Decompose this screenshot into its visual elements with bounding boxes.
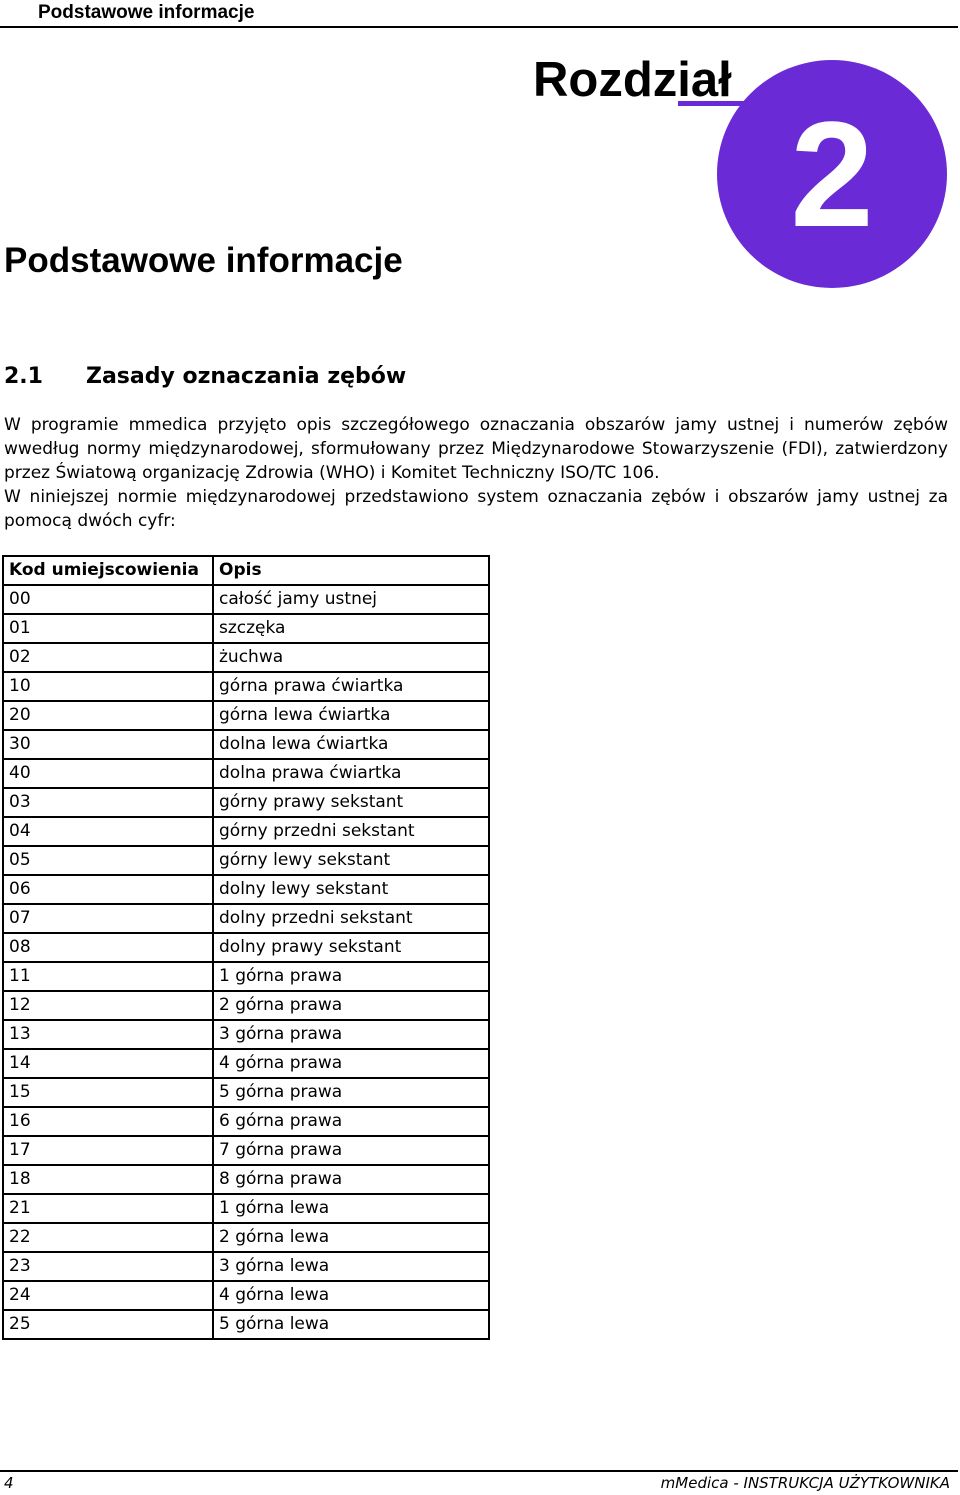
location-code-cell: 18	[3, 1165, 213, 1194]
description-cell: dolna prawa ćwiartka	[213, 759, 489, 788]
description-cell: dolny lewy sekstant	[213, 875, 489, 904]
table-row	[3, 1049, 489, 1078]
description-cell: górny prawy sekstant	[213, 788, 489, 817]
description-cell: 5 górna lewa	[213, 1310, 489, 1339]
description-cell: 2 górna prawa	[213, 991, 489, 1020]
location-code-cell: 14	[3, 1049, 213, 1078]
location-code-cell: 40	[3, 759, 213, 788]
table-row	[3, 933, 489, 962]
location-code-cell: 05	[3, 846, 213, 875]
table-row	[3, 1252, 489, 1281]
location-codes-table	[2, 555, 490, 1340]
description-cell: 4 górna lewa	[213, 1281, 489, 1310]
description-cell: żuchwa	[213, 643, 489, 672]
description-cell: 3 górna prawa	[213, 1020, 489, 1049]
table-row	[3, 846, 489, 875]
table-row	[3, 991, 489, 1020]
description-cell: 5 górna prawa	[213, 1078, 489, 1107]
location-code-cell: 12	[3, 991, 213, 1020]
description-cell: górny lewy sekstant	[213, 846, 489, 875]
description-cell: 3 górna lewa	[213, 1252, 489, 1281]
description-cell: 1 górna lewa	[213, 1194, 489, 1223]
table-row	[3, 1107, 489, 1136]
footer-rule	[0, 1470, 958, 1472]
location-code-cell: 16	[3, 1107, 213, 1136]
location-code-cell: 22	[3, 1223, 213, 1252]
location-code-cell: 15	[3, 1078, 213, 1107]
description-cell: górna lewa ćwiartka	[213, 701, 489, 730]
description-cell: szczęka	[213, 614, 489, 643]
table-row	[3, 643, 489, 672]
column-header-description: Opis	[213, 556, 489, 585]
table-row	[3, 788, 489, 817]
section-title: Zasady oznaczania zębów	[86, 364, 407, 389]
description-cell: 7 górna prawa	[213, 1136, 489, 1165]
description-cell: górna prawa ćwiartka	[213, 672, 489, 701]
running-header: Podstawowe informacje	[38, 2, 255, 23]
table-row	[3, 730, 489, 759]
description-cell: dolna lewa ćwiartka	[213, 730, 489, 759]
chapter-label: Rozdział	[533, 53, 732, 107]
table-row	[3, 1310, 489, 1339]
location-code-cell: 10	[3, 672, 213, 701]
description-cell: 6 górna prawa	[213, 1107, 489, 1136]
location-code-cell: 04	[3, 817, 213, 846]
description-cell: 4 górna prawa	[213, 1049, 489, 1078]
location-code-cell: 21	[3, 1194, 213, 1223]
description-cell: 1 górna prawa	[213, 962, 489, 991]
table-row	[3, 962, 489, 991]
description-cell: 2 górna lewa	[213, 1223, 489, 1252]
description-cell: całość jamy ustnej	[213, 585, 489, 614]
column-header-code: Kod umiejscowienia	[3, 556, 213, 585]
location-code-cell: 03	[3, 788, 213, 817]
location-code-cell: 20	[3, 701, 213, 730]
description-cell: 8 górna prawa	[213, 1165, 489, 1194]
table-row	[3, 1194, 489, 1223]
location-code-cell: 13	[3, 1020, 213, 1049]
chapter-title: Podstawowe informacje	[4, 241, 403, 280]
table-row	[3, 672, 489, 701]
section-number: 2.1	[4, 364, 43, 389]
description-cell: dolny prawy sekstant	[213, 933, 489, 962]
table-row	[3, 759, 489, 788]
table-body	[3, 585, 489, 1339]
table-row	[3, 1020, 489, 1049]
system-paragraph: W niniejszej normie międzynarodowej przedstawiono system oznaczania zębów i obszarów jamy ustnej za pomocą dwóch cyfr:	[4, 487, 948, 531]
page-number: 4	[4, 1474, 14, 1492]
location-code-cell: 30	[3, 730, 213, 759]
location-code-cell: 01	[3, 614, 213, 643]
table-row	[3, 817, 489, 846]
table-header-row	[3, 556, 489, 585]
table-row	[3, 1136, 489, 1165]
header-rule	[0, 26, 958, 28]
location-code-cell: 00	[3, 585, 213, 614]
table-row	[3, 1078, 489, 1107]
location-code-cell: 25	[3, 1310, 213, 1339]
location-code-cell: 11	[3, 962, 213, 991]
table-row	[3, 875, 489, 904]
location-code-cell: 17	[3, 1136, 213, 1165]
table-row	[3, 585, 489, 614]
description-cell: dolny przedni sekstant	[213, 904, 489, 933]
section-heading	[4, 364, 406, 389]
table-row	[3, 1281, 489, 1310]
table-row	[3, 904, 489, 933]
table-row	[3, 1165, 489, 1194]
location-code-cell: 07	[3, 904, 213, 933]
description-cell: górny przedni sekstant	[213, 817, 489, 846]
location-code-cell: 06	[3, 875, 213, 904]
table-row	[3, 1223, 489, 1252]
location-code-cell: 08	[3, 933, 213, 962]
location-code-cell: 24	[3, 1281, 213, 1310]
chapter-number: 2	[790, 89, 874, 258]
footer-document-title: mMedica - INSTRUKCJA UŻYTKOWNIKA	[660, 1474, 950, 1492]
intro-paragraph: W programie mmedica przyjęto opis szczegółowego oznaczania obszarów jamy ustnej i numerów zębów wwedług normy międzynarodowej, sformułowany przez Międzynarodowe Stowarzyszenie (FDI), zatwierdzony przez Światową organizację Zdrowia (WHO) i Komitet Techniczny ISO/TC 106.	[4, 415, 948, 483]
location-code-cell: 23	[3, 1252, 213, 1281]
location-code-cell: 02	[3, 643, 213, 672]
table-row	[3, 701, 489, 730]
table-row	[3, 614, 489, 643]
